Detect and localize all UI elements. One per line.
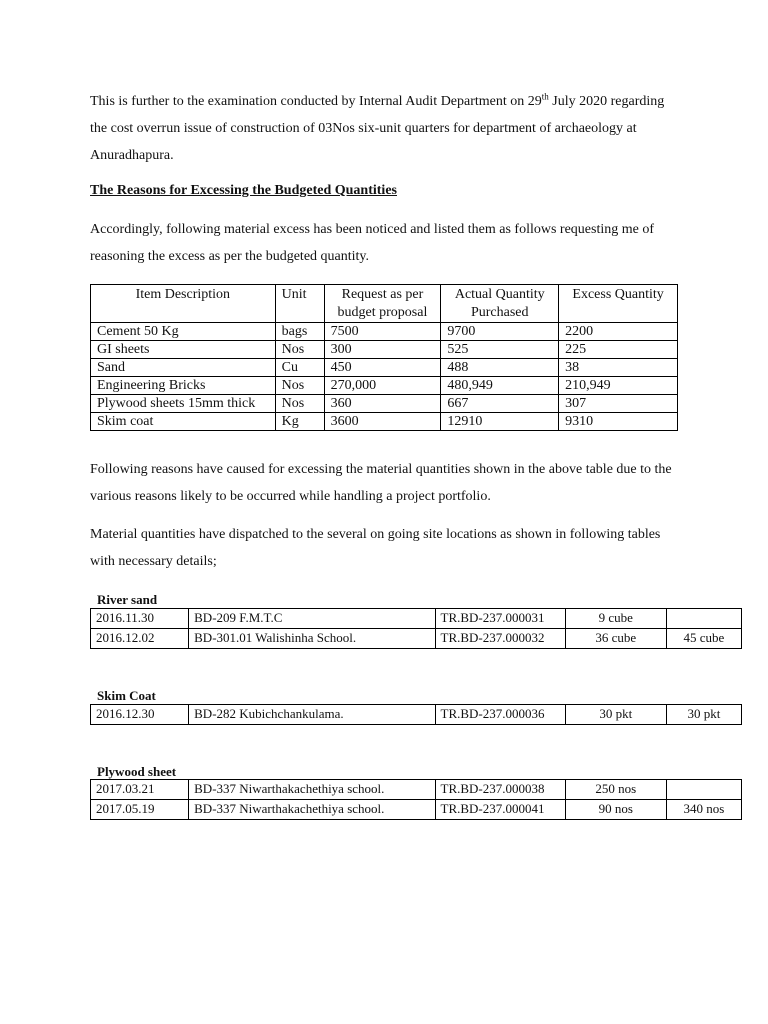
river-sand-title: River sand xyxy=(97,592,158,607)
materials-excess-table xyxy=(90,284,678,431)
table-header-row xyxy=(91,285,678,323)
total-cell xyxy=(666,609,741,629)
actual-quantity-cell: 488 xyxy=(441,359,559,377)
intro-text-start: This is further to the examination conducted by Internal Audit Department on 29 xyxy=(90,94,542,109)
table-row xyxy=(91,609,742,629)
site-cell: BD-337 Niwarthakachethiya school. xyxy=(189,780,435,800)
table-row xyxy=(91,359,678,377)
excess-quantity-cell: 38 xyxy=(559,359,678,377)
site-cell: BD-301.01 Walishinha School. xyxy=(189,629,435,649)
header-item-description: Item Description xyxy=(91,285,276,323)
transfer-ref-cell: TR.BD-237.000032 xyxy=(435,629,565,649)
transfer-ref-cell: TR.BD-237.000038 xyxy=(435,780,565,800)
total-cell: 45 cube xyxy=(666,629,741,649)
quantity-cell: 90 nos xyxy=(565,800,666,820)
table-row xyxy=(91,395,678,413)
site-cell: BD-337 Niwarthakachethiya school. xyxy=(189,800,435,820)
excess-quantity-cell: 225 xyxy=(559,341,678,359)
table-row xyxy=(91,413,678,431)
total-cell xyxy=(666,780,741,800)
header-unit: Unit xyxy=(275,285,324,323)
unit-cell: bags xyxy=(275,323,324,341)
unit-cell: Nos xyxy=(275,377,324,395)
site-cell: BD-282 Kubichchankulama. xyxy=(189,705,435,725)
item-description-cell: Skim coat xyxy=(91,413,276,431)
total-cell: 340 nos xyxy=(666,800,741,820)
section-heading: The Reasons for Excessing the Budgeted Quantities xyxy=(90,183,397,198)
request-cell: 270,000 xyxy=(324,377,441,395)
table-row xyxy=(91,341,678,359)
quantity-cell: 9 cube xyxy=(565,609,666,629)
transfer-ref-cell: TR.BD-237.000036 xyxy=(435,705,565,725)
actual-quantity-cell: 667 xyxy=(441,395,559,413)
excess-quantity-cell: 2200 xyxy=(559,323,678,341)
following-paragraph: Following reasons have caused for excessing the material quantities shown in the above table due to the various reasons likely to be occurred while handling a project portfolio. xyxy=(90,462,672,504)
excess-quantity-cell: 210,949 xyxy=(559,377,678,395)
table-row xyxy=(91,629,742,649)
request-cell: 7500 xyxy=(324,323,441,341)
actual-quantity-cell: 12910 xyxy=(441,413,559,431)
table-row xyxy=(91,323,678,341)
materials-table-body xyxy=(91,323,678,431)
item-description-cell: Sand xyxy=(91,359,276,377)
table-row xyxy=(91,780,742,800)
unit-cell: Nos xyxy=(275,395,324,413)
item-description-cell: Engineering Bricks xyxy=(91,377,276,395)
table-row xyxy=(91,377,678,395)
quantity-cell: 250 nos xyxy=(565,780,666,800)
dispatched-paragraph: Material quantities have dispatched to the several on going site locations as shown in following tables with necessary details; xyxy=(90,527,661,569)
skim-coat-title: Skim Coat xyxy=(97,688,156,703)
request-cell: 450 xyxy=(324,359,441,377)
total-cell: 30 pkt xyxy=(666,705,741,725)
unit-cell: Cu xyxy=(275,359,324,377)
accordingly-paragraph: Accordingly, following material excess has been noticed and listed them as follows requesting me of reasoning the excess as per the budgeted quantity. xyxy=(90,222,654,264)
table-row xyxy=(91,705,742,725)
unit-cell: Kg xyxy=(275,413,324,431)
table-row xyxy=(91,800,742,820)
date-cell: 2016.11.30 xyxy=(91,609,189,629)
date-cell: 2016.12.30 xyxy=(91,705,189,725)
header-excess-quantity: Excess Quantity xyxy=(559,285,678,323)
request-cell: 360 xyxy=(324,395,441,413)
request-cell: 300 xyxy=(324,341,441,359)
header-actual-quantity: Actual Quantity Purchased xyxy=(441,285,559,323)
excess-quantity-cell: 9310 xyxy=(559,413,678,431)
quantity-cell: 30 pkt xyxy=(565,705,666,725)
header-request: Request as per budget proposal xyxy=(324,285,441,323)
date-cell: 2017.03.21 xyxy=(91,780,189,800)
transfer-ref-cell: TR.BD-237.000041 xyxy=(435,800,565,820)
intro-text-rest: regarding the cost overrun issue of construction of 03Nos six-unit quarters for department of archaeology at Anuradhapura. xyxy=(90,94,665,163)
site-cell: BD-209 F.M.T.C xyxy=(189,609,435,629)
actual-quantity-cell: 480,949 xyxy=(441,377,559,395)
intro-text-date-end: July 2020 xyxy=(548,94,608,109)
intro-paragraph xyxy=(90,88,680,169)
plywood-sheet-title: Plywood sheet xyxy=(97,764,177,779)
river-sand-table xyxy=(90,608,742,649)
unit-cell: Nos xyxy=(275,341,324,359)
skim-coat-table xyxy=(90,704,742,725)
quantity-cell: 36 cube xyxy=(565,629,666,649)
excess-quantity-cell: 307 xyxy=(559,395,678,413)
date-cell: 2016.12.02 xyxy=(91,629,189,649)
transfer-ref-cell: TR.BD-237.000031 xyxy=(435,609,565,629)
actual-quantity-cell: 9700 xyxy=(441,323,559,341)
item-description-cell: GI sheets xyxy=(91,341,276,359)
item-description-cell: Plywood sheets 15mm thick xyxy=(91,395,276,413)
actual-quantity-cell: 525 xyxy=(441,341,559,359)
request-cell: 3600 xyxy=(324,413,441,431)
item-description-cell: Cement 50 Kg xyxy=(91,323,276,341)
date-cell: 2017.05.19 xyxy=(91,800,189,820)
date-superscript: th xyxy=(541,91,549,102)
plywood-sheet-table xyxy=(90,779,742,820)
